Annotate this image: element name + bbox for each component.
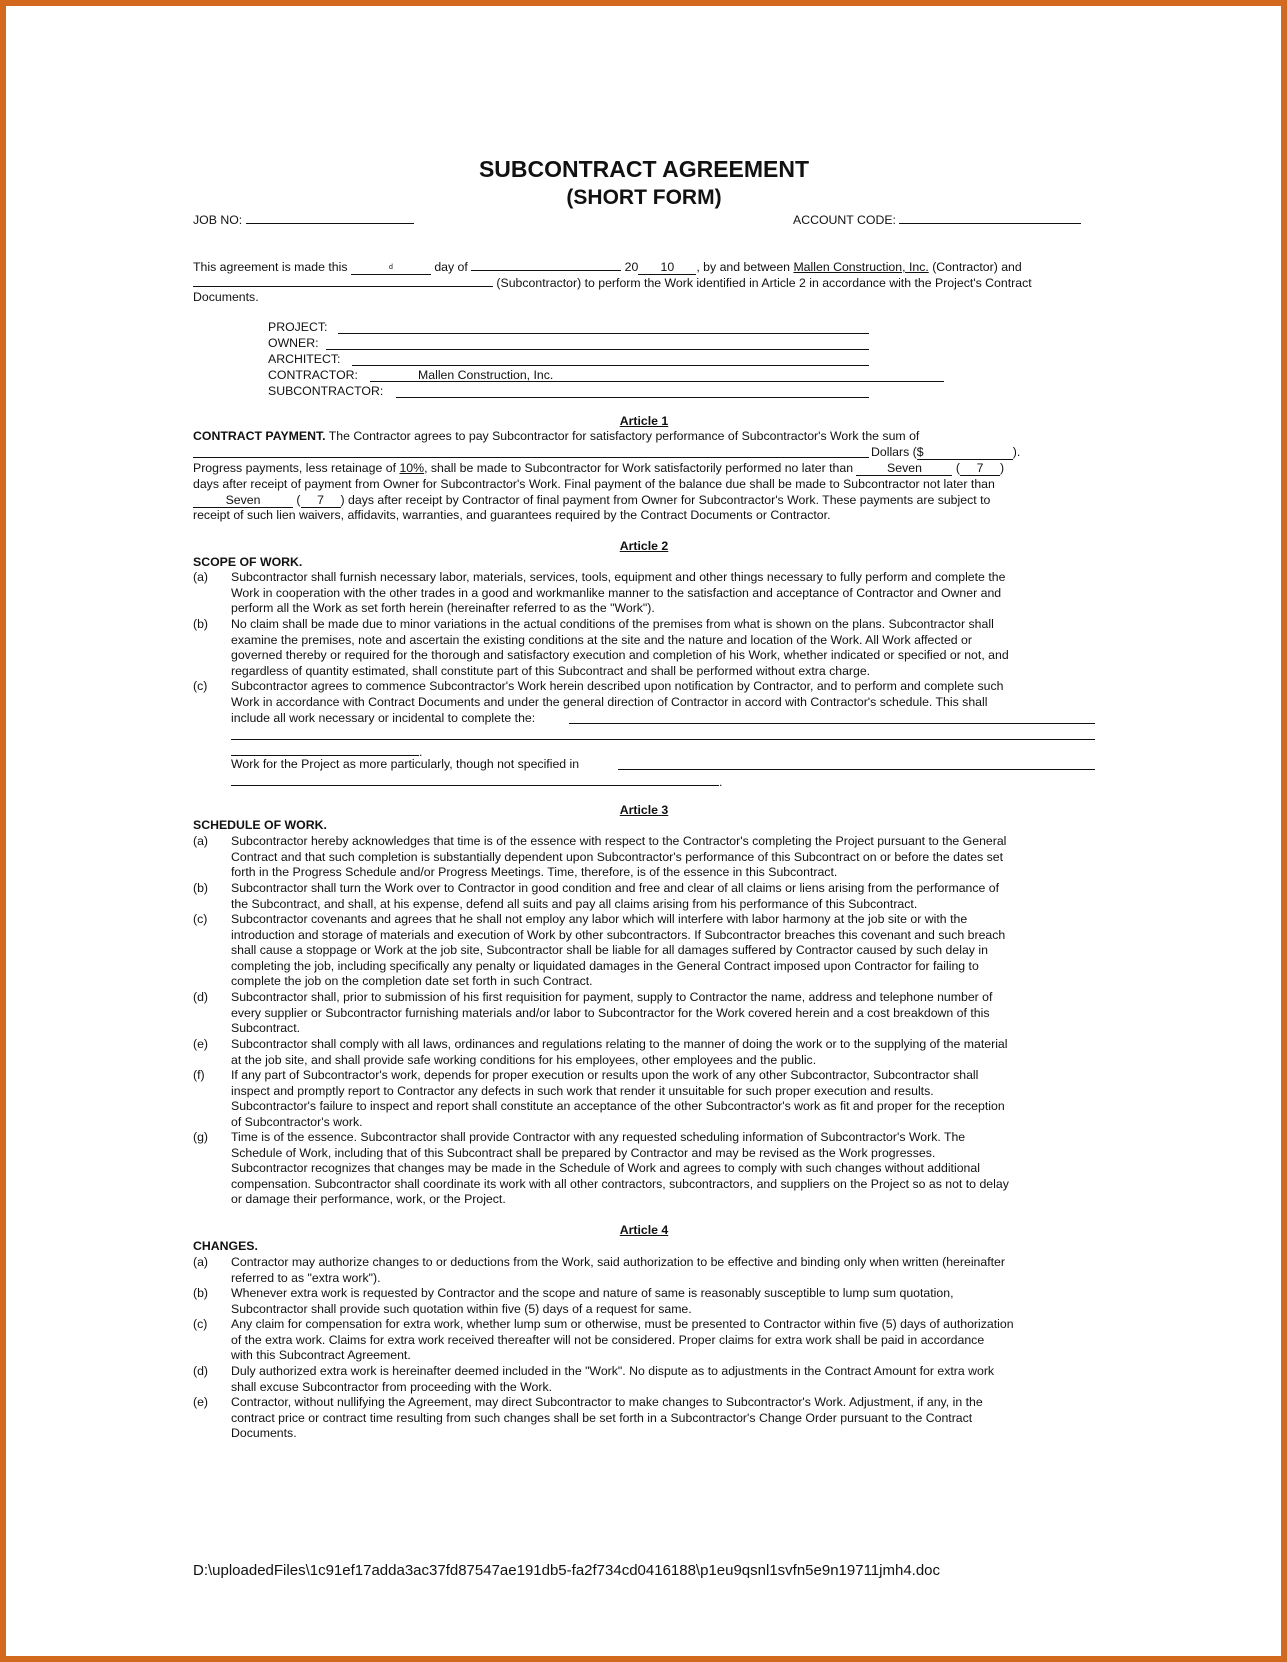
item-label: (c) bbox=[193, 679, 208, 693]
article-1-heading: Article 1 bbox=[619, 414, 669, 428]
article-1-line-3: Progress payments, less retainage of 10%, shall be made to Subcontractor for Work satisfactorily performed no later than Seven ( 7 ) bbox=[193, 461, 1005, 475]
item-label: (c) bbox=[193, 1317, 208, 1331]
item-text: Subcontractor shall furnish necessary labor, materials, services, tools, equipment and other things necessary to fully perform and complete the Work in cooperation with the other trades in a good and workmanlike manner to the satisfaction and acceptance of Contractor and Owner and perform all the Work as set forth herein (hereinafter referred to as the "Work"). bbox=[231, 570, 1006, 616]
article-1-line-4: days after receipt of payment from Owner for Subcontractor's Work. Final payment of the balance due shall be made to Subcontractor not later than bbox=[193, 477, 995, 491]
article-2-title: SCOPE OF WORK. bbox=[193, 555, 303, 569]
work-description-field-2[interactable] bbox=[231, 739, 1095, 740]
item-label: (a) bbox=[193, 834, 209, 848]
job-no-label: JOB NO: bbox=[193, 213, 243, 227]
intro-text: , by and between bbox=[696, 260, 791, 274]
account-code-label: ACCOUNT CODE: bbox=[793, 213, 896, 227]
article-1-line-2 bbox=[871, 445, 1020, 461]
work-description-field-3[interactable] bbox=[231, 755, 419, 756]
owner-label: OWNER: bbox=[268, 336, 319, 350]
item-text: Duly authorized extra work is hereinafter deemed included in the "Work". No dispute as to adjustments in the Contract Amount for extra work shall excuse Subcontractor from proceeding with the Work. bbox=[231, 1364, 995, 1394]
amount-words-field[interactable] bbox=[193, 457, 869, 458]
intro-text: (Subcontractor) to perform the Work identified in Article 2 in accordance with the Project's Contract bbox=[496, 276, 1032, 290]
subcontractor-field[interactable] bbox=[396, 397, 869, 398]
intro-line-2 bbox=[193, 274, 1032, 292]
work-description-field-1[interactable] bbox=[569, 723, 1095, 724]
period-mark: . bbox=[719, 775, 723, 789]
item-label: (e) bbox=[193, 1395, 209, 1409]
intro-text: This agreement is made this bbox=[193, 260, 348, 274]
item-label: (c) bbox=[193, 912, 208, 926]
intro-line-1 bbox=[193, 258, 1022, 276]
job-no-row bbox=[193, 211, 414, 229]
item-label: (f) bbox=[193, 1068, 205, 1082]
item-text: Whenever extra work is requested by Contractor and the scope and nature of same is reasonably susceptible to lump sum quotation, Subcontractor shall provide such quotation within five (5) days of a request for same. bbox=[231, 1286, 954, 1316]
owner-field[interactable] bbox=[326, 349, 869, 350]
item-text: Subcontractor hereby acknowledges that time is of the essence with respect to the Contractor's completing the Project pursuant to the General Contract and that such completion is substantially dependent upon Subcontractor's performance of this Subcontract on or before the dates set forth in the Progress Schedule and/or Progress Meetings. Time, therefore, is of the essence in this Subcontract. bbox=[231, 834, 1007, 880]
project-field[interactable] bbox=[338, 333, 869, 334]
article-1-text: The Contractor agrees to pay Subcontractor for satisfactory performance of Subcontractor's Work the sum of bbox=[328, 429, 920, 443]
final-days-number[interactable]: 7 bbox=[301, 494, 341, 508]
intro-text: (Contractor) and bbox=[932, 260, 1022, 274]
account-code-field[interactable] bbox=[899, 211, 1081, 224]
intro-text: day of bbox=[434, 260, 468, 274]
work-specification-field-2[interactable] bbox=[231, 785, 719, 786]
item-label: (e) bbox=[193, 1037, 209, 1051]
file-path-footer: D:\uploadedFiles\1c91ef17adda3ac37fd87547ae191db5-fa2f734cd0416188\p1eu9qsnl1svfn5e9n19711jmh4.doc bbox=[193, 1562, 941, 1579]
month-field[interactable] bbox=[471, 258, 621, 271]
item-text: Subcontractor shall, prior to submission of his first requisition for payment, supply to Contractor the name, address and telephone number of every supplier or Subcontractor furnishing materials and/or labor to Subcontractor for the Work covered herein and a cost breakdown of this Subcontract. bbox=[231, 990, 993, 1036]
item-label: (g) bbox=[193, 1130, 209, 1144]
year-field[interactable]: 10 bbox=[638, 261, 696, 275]
subcontractor-name-field[interactable] bbox=[193, 274, 493, 287]
item-label: (b) bbox=[193, 617, 209, 631]
article-1-text: days after receipt by Contractor of final payment from Owner for Subcontractor's Work. These payments are subject to bbox=[348, 493, 991, 507]
article-2-c-work: Work for the Project as more particularly, though not specified in bbox=[231, 757, 580, 771]
retainage-value: 10% bbox=[399, 461, 425, 475]
item-text: Subcontractor agrees to commence Subcontractor's Work herein described upon notification by Contractor, and to perform and complete such Work in accordance with Contract Documents and under the general direction of Contractor in accord with Contractor's schedule. This shall bbox=[231, 679, 1004, 709]
progress-days-number[interactable]: 7 bbox=[960, 462, 1000, 476]
amount-field[interactable]: $ bbox=[917, 446, 1013, 460]
final-days-words[interactable]: Seven bbox=[193, 494, 293, 508]
contractor-field[interactable] bbox=[370, 381, 944, 382]
account-code-row bbox=[793, 211, 1081, 229]
article-1-line-1 bbox=[193, 429, 919, 445]
contractor-value: Mallen Construction, Inc. bbox=[418, 368, 554, 382]
item-label: (d) bbox=[193, 990, 209, 1004]
subcontractor-label: SUBCONTRACTOR: bbox=[268, 384, 384, 398]
intro-text: 20 bbox=[624, 260, 639, 274]
dollars-label: Dollars ( bbox=[871, 445, 917, 459]
item-text: Time is of the essence. Subcontractor shall provide Contractor with any requested scheduling information of Subcontractor's Work. The Schedule of Work, including that of this Subcontract shall be prepared by Contractor and may be revised as the Work progresses. Subcontractor recognizes that changes may be made in the Schedule of Work and agrees to comply with such changes without additional compensation. Subcontractor shall coordinate its work with all other contractors, subcontractors, and suppliers on the Project so as not to delay or damage their performance, work, or the Project. bbox=[231, 1130, 1009, 1207]
item-label: (b) bbox=[193, 881, 209, 895]
article-1-line-6: receipt of such lien waivers, affidavits, warranties, and guarantees required by the Contract Documents or Contractor. bbox=[193, 508, 831, 522]
item-label: (a) bbox=[193, 570, 209, 584]
item-text: Any claim for compensation for extra work, whether lump sum or otherwise, must be presented to Contractor within five (5) days of authorization of the extra work. Claims for extra work received thereafter will not be considered. Proper claims for extra work shall be paid in accordance with this Subcontract Agreement. bbox=[231, 1317, 1014, 1363]
day-suffix: d bbox=[388, 264, 393, 271]
document-subtitle: (SHORT FORM) bbox=[566, 186, 722, 209]
item-text: Subcontractor shall comply with all laws, ordinances and regulations relating to the manner of doing the work or to the supplying of the material at the job site, and shall provide safe working conditions for his employees, other employees and the public. bbox=[231, 1037, 1008, 1067]
item-text: Contractor may authorize changes to or deductions from the Work, said authorization to be effective and binding only when written (hereinafter referred to as "extra work"). bbox=[231, 1255, 1005, 1285]
article-1-title: CONTRACT PAYMENT. bbox=[193, 429, 326, 443]
period-mark: . bbox=[419, 745, 423, 759]
work-specification-field-1[interactable] bbox=[618, 769, 1095, 770]
progress-days-words[interactable]: Seven bbox=[856, 462, 952, 476]
architect-label: ARCHITECT: bbox=[268, 352, 341, 366]
document-title: SUBCONTRACT AGREEMENT bbox=[478, 156, 810, 182]
architect-field[interactable] bbox=[352, 365, 869, 366]
item-text: Subcontractor covenants and agrees that he shall not employ any labor which will interfere with labor harmony at the job site or with the introduction and storage of materials and execution of Work by other subcontractors. If Subcontractor breaches this covenant and such breach shall cause a stoppage or Work at the job site, Subcontractor shall be liable for all damages suffered by Contractor caused by such delay in completing the job, including specifically any penalty or liquidated damages in the General Contract imposed upon Contractor for failing to complete the job on the completion date set forth in such Contract. bbox=[231, 912, 1006, 989]
item-text: Contractor, without nullifying the Agreement, may direct Subcontractor to make changes to Subcontractor's Work. Adjustment, if any, in the contract price or contract time resulting from such changes shall be set forth in a Subcontractor's Change Order pursuant to the Contract Documents. bbox=[231, 1395, 983, 1441]
article-1-text: , shall be made to Subcontractor for Work satisfactorily performed no later than bbox=[424, 461, 854, 475]
article-4-title: CHANGES. bbox=[193, 1239, 258, 1253]
item-text: Subcontractor shall turn the Work over to Contractor in good condition and free and clear of all claims or liens arising from the performance of the Subcontract, and shall, at his expense, defend all suits and pay all claims arising from his performance of this Subcontract. bbox=[231, 881, 1000, 911]
item-label: (b) bbox=[193, 1286, 209, 1300]
article-4-heading: Article 4 bbox=[619, 1223, 669, 1237]
intro-line-3: Documents. bbox=[193, 290, 259, 304]
article-1-line-5: Seven ( 7 ) days after receipt by Contractor of final payment from Owner for Subcontractor's Work. These payments are subject to bbox=[193, 493, 990, 509]
dollars-close: ). bbox=[1012, 445, 1021, 459]
item-label: (a) bbox=[193, 1255, 209, 1269]
article-2-heading: Article 2 bbox=[619, 539, 669, 553]
article-3-heading: Article 3 bbox=[619, 803, 669, 817]
contractor-name: Mallen Construction, Inc. bbox=[793, 260, 929, 274]
item-text: If any part of Subcontractor's work, depends for proper execution or results upon the work of any other Subcontractor, Subcontractor shall inspect and promptly report to Contractor any defects in such work that render it unsuitable for such proper execution and results. Subcontractor's failure to inspect and report shall constitute an acceptance of the other Subcontractor's work as fit and proper for the reception of Subcontractor's work. bbox=[231, 1068, 1005, 1129]
article-3-title: SCHEDULE OF WORK. bbox=[193, 818, 327, 832]
day-field[interactable] bbox=[351, 261, 431, 275]
contractor-label: CONTRACTOR: bbox=[268, 368, 358, 382]
job-no-field[interactable] bbox=[246, 211, 414, 224]
item-label: (d) bbox=[193, 1364, 209, 1378]
project-label: PROJECT: bbox=[268, 320, 328, 334]
article-1-text: Progress payments, less retainage of bbox=[193, 461, 397, 475]
item-text: No claim shall be made due to minor variations in the actual conditions of the premises from what is shown on the plans. Subcontractor shall examine the premises, note and ascertain the existing conditions at the site and the nature and location of the Work. All Work affected or governed thereby or required for the thorough and satisfactory execution and completion of his Work, whether indicated or specified or not, and regardless of quantity estimated, shall constitute part of this Subcontract and shall be performed without extra charge. bbox=[231, 617, 1009, 678]
article-2-c-line-3: include all work necessary or incidental to complete the: bbox=[231, 711, 536, 725]
